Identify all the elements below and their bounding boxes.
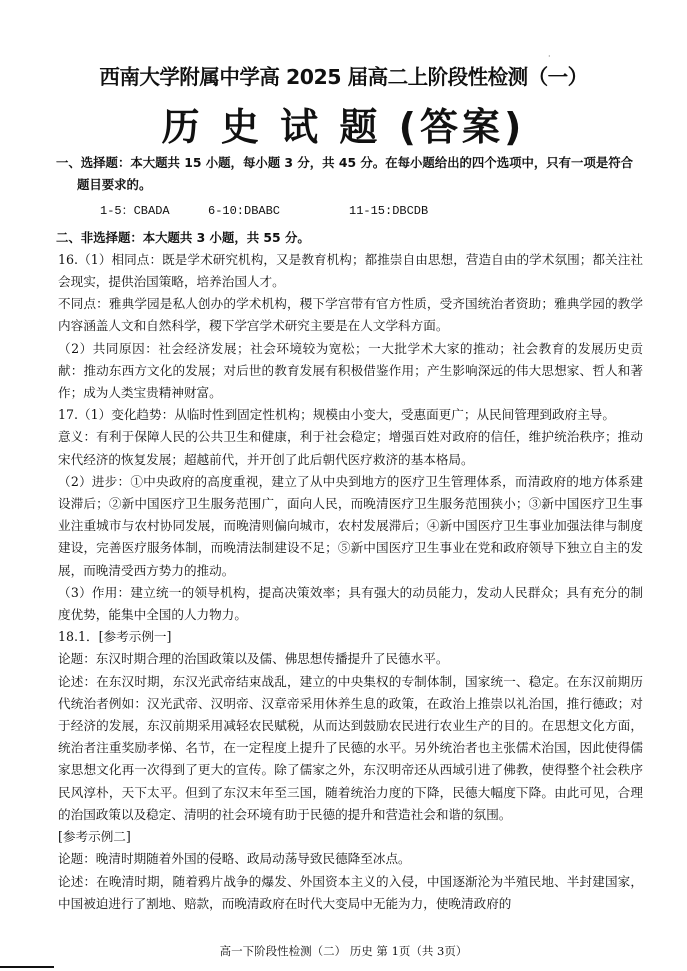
section2-heading: 二、非选择题：本大题共 3 小题，共 55 分。	[56, 229, 310, 245]
scan-mark: ·	[548, 52, 551, 61]
answer-group-3: 11-15:DBCDB	[349, 204, 429, 219]
bottom-rule	[0, 966, 54, 968]
q18-example2-thesis: 论题：晚清时期随着外国的侵略、政局动荡导致民德降至冰点。	[58, 851, 411, 867]
q16-1: 16.（1）相同点：既是学术研究机构，又是教育机构；都推崇自由思想，营造自由的学术氛围；都关注社会现实，提供治国策略，培养治国人才。	[58, 251, 643, 290]
q17-3: （3）作用：建立统一的领导机构，提高决策效率；具有强大的动员能力，发动人民群众；具有充分的制度优势，能集中全国的人力物力。	[58, 584, 643, 623]
q18-example1-label: 18.1．[参考示例一]	[58, 629, 172, 645]
q16-2: （2）共同原因：社会经济发展；社会环境较为宽松；一大批学术大家的推动；社会教育的发展历史贡献：推动东西方文化的发展；对后世的教育发展有积极借鉴作用；产生影响深远的伟大思想家、哲人和著作；成为人类宝贵精神财富。	[58, 340, 643, 401]
q18-example1-thesis: 论题：东汉时期合理的治国政策以及儒、佛思想传播提升了民德水平。	[58, 651, 449, 667]
answer-group-1: 1-5：CBADA	[100, 204, 170, 219]
q17-1-significance: 意义：有利于保障人民的公共卫生和健康，利于社会稳定；增强百姓对政府的信任，维护统治秩序；推动宋代经济的恢复发展；超越前代，并开创了此后朝代医疗救济的基本格局。	[58, 429, 643, 467]
page-footer: 高一下阶段性检测（二） 历史 第 1页（共 3页）	[219, 944, 468, 958]
q16-1-difference: 不同点：雅典学园是私人创办的学术机构，稷下学宫带有官方性质，受齐国统治者资助；雅典学园的教学内容涵盖人文和自然科学，稷下学宫学术研究主要是在人文学科方面。	[58, 296, 643, 334]
q18-example2-argument: 论述：在晚清时期，随着鸦片战争的爆发、外国资本主义的入侵，中国逐渐沦为半殖民地、半封建国家，中国被迫进行了割地、赔款，而晚清政府在时代大变局中无能为力，使晚清政府的	[58, 873, 643, 911]
section1-heading: 一、选择题：本大题共 15 小题，每小题 3 分，共 45 分。在每小题给出的四个选项中，只有一项是符合题目要求的。	[56, 155, 634, 193]
answer-group-2: 6-10:DBABC	[208, 204, 281, 219]
q18-example1-argument: 论述：在东汉时期，东汉光武帝结束战乱，建立的中央集权的专制体制，国家统一、稳定。在东汉前期历代统治者例如：汉光武帝、汉明帝、汉章帝采用休养生息的政策，在政治上推崇以礼治国，推行德政；对于经济的发展，东汉前期采用减轻农民赋税，从而达到鼓励农民进行农业生产的目的。在思想文化方面，统治者注重奖励孝悌、名节，在一定程度上提升了民德的水平。另外统治者也主张儒术治国，因此使得儒家思想文化再一次得到了更大的宣传。除了儒家之外，东汉明帝还从西域引进了佛教，使得整个社会秩序民风淳朴，天下太平。但到了东汉末年至三国，随着统治力度的下降，民德大幅度下降。由此可见，合理的治国政策以及稳定、清明的社会环境有助于民德的提升和营造社会和谐的氛围。	[58, 673, 643, 822]
q17-2: （2）进步：①中央政府的高度重视，建立了从中央到地方的医疗卫生管理体系，而清政府的地方体系建设滞后；②新中国医疗卫生服务范围广，面向人民，而晚清医疗卫生服务范围狭小；③新中国医疗卫生事业注重城市与农村协同发展，而晚清则偏向城市，农村发展滞后；④新中国医疗卫生事业加强法律与制度建设，完善医疗服务体制，而晚清法制建设不足；⑤新中国医疗卫生事业在党和政府领导下独立自主的发展，而晚清受西方势力的推动。	[58, 473, 643, 578]
choice-answers	[58, 200, 643, 222]
q17-1: 17.（1）变化趋势：从临时性到固定性机构；规模由小变大，受惠面更广；从民间管理到政府主导。	[58, 407, 615, 423]
school-title: 西南大学附属中学高 2025 届高二上阶段性检测（一）	[99, 65, 588, 89]
q18-example2-label: [参考示例二]	[58, 829, 131, 845]
answer-body	[58, 152, 643, 915]
subject-title: 历 史 试 题 (答案)	[161, 105, 526, 149]
